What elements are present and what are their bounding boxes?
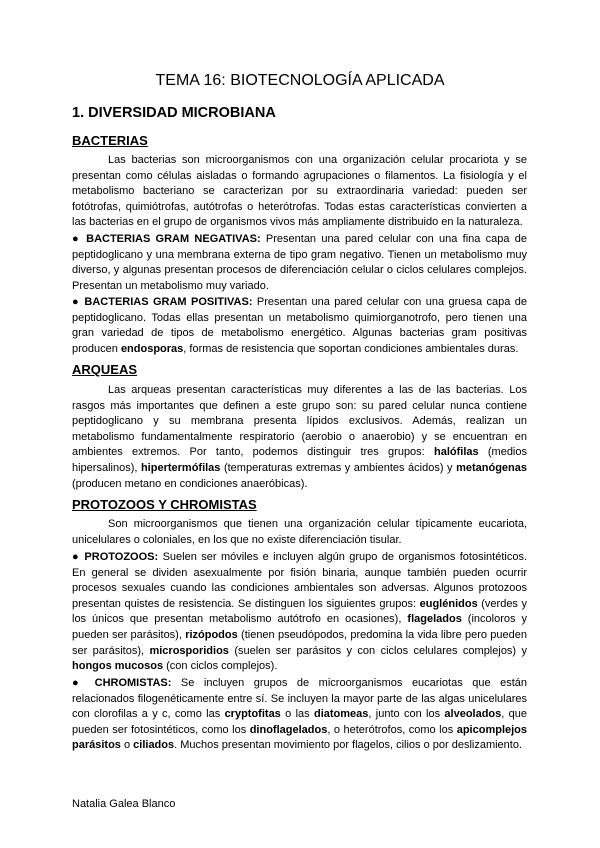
euglenidos-term: euglénidos xyxy=(419,597,478,610)
diatomeas-term: diatomeas xyxy=(313,708,369,721)
arqueas-text: (medios hipersalinos), xyxy=(72,446,527,474)
arqueas-text: (temperaturas extremas y ambientes ácidos) y xyxy=(220,461,457,474)
alveolados-term: alveolados xyxy=(444,708,502,721)
bacterias-intro: Las bacterias son microorganismos con una organización celular procariota y se presentan como células aisladas o formando agrupaciones o filamentos. La fisiología y el metabolismo bacteriano se caracterizan por su extraordinaria variedad: pueden ser fotótrofas, quimiótrofas, autótrofas o heterótrofas. Todas estas características convierten a las bacterias en el grupo de organismos vivos más ampliamente distribuido en la naturaleza. xyxy=(72,154,527,229)
protozoos-text: (tienen pseudópodos, predomina la vida libre pero pueden ser parásitos), xyxy=(72,628,527,657)
protozoos-text: (suelen ser parásitos y con ciclos celulares complejos) y xyxy=(228,644,527,657)
endosporas-term: endosporas xyxy=(120,342,184,355)
gram-positivas-label: ● BACTERIAS GRAM POSITIVAS: xyxy=(72,296,253,308)
chromistas-text: o las xyxy=(280,708,314,721)
chromistas-text: , junto con los xyxy=(368,708,445,721)
rizopodos-term: rizópodos xyxy=(185,628,238,641)
chromistas-label: ● CHROMISTAS: xyxy=(72,677,172,689)
ciliados-term: ciliados xyxy=(133,739,175,752)
footer-author: Natalia Galea Blanco xyxy=(72,798,176,810)
flagelados-term: flagelados xyxy=(407,613,462,626)
page-title: TEMA 16: BIOTECNOLOGÍA APLICADA xyxy=(155,72,445,89)
metanogenas-term: metanógenas xyxy=(456,461,527,474)
gram-positivas-text-end: , formas de resistencia que soportan condiciones ambientales duras. xyxy=(183,342,519,355)
protozoos-text: Suelen ser móviles e incluyen algún grupo de organismos fotosintéticos. En general se dividen asexualmente por fisión binaria, aunque también pueden ocurrir procesos sexuales cuando las condiciones ambientales son adversas. Algunos protozoos presentan quistes de resistencia. Se distinguen los siguientes grupos: xyxy=(72,551,527,610)
dinoflagelados-term: dinoflagelados xyxy=(249,723,328,736)
halofilas-term: halófilas xyxy=(434,446,479,459)
chromistas-text: , o heterótrofos, como los xyxy=(327,723,457,736)
chromistas-paragraph xyxy=(72,676,527,754)
gram-negativas-paragraph xyxy=(72,232,527,294)
protozoos-label: ● PROTOZOOS: xyxy=(72,551,159,563)
cryptofitas-term: cryptofitas xyxy=(224,708,281,721)
subheading-arqueas: ARQUEAS xyxy=(72,362,138,377)
protozoos-paragraph xyxy=(72,550,527,675)
gram-positivas-text: Presentan una pared celular con una gruesa capa de peptidoglicano. Todas ellas presentan un metabolismo quimiorganotrofo, pero tienen una gran variedad de tipos de metabolismo energético. Algunas bacterias gram positivas producen xyxy=(72,296,527,355)
arqueas-text: Las arqueas presentan características muy diferentes a las de las bacterias. Los rasgos más importantes que definen a este grupo son: su pared celular nunca contiene peptidoglicano y su membrana presenta lípidos exclusivos. Además, realizan un metabolismo fundamentalmente respiratorio (aerobio o anaerobio) y se encuentran en ambientes extremos. Por tanto, podemos distinguir tres grupos: xyxy=(72,384,527,459)
subheading-protozoos-chromistas: PROTOZOOS Y CHROMISTAS xyxy=(72,497,257,512)
protozoos-text: (verdes y los únicos que presentan metabolismo autótrofo en ocasiones), xyxy=(72,597,527,626)
chromistas-text: o xyxy=(120,739,134,752)
gram-negativas-text: Presentan una pared celular con una fina capa de peptidoglicano y una membrana externa de tipo gram negativo. Tienen un metabolismo muy diverso, y algunas presentan procesos de diferenciación celular o ciclos celulares complejos. Presentan un metabolismo muy variado. xyxy=(72,233,527,292)
microsporidios-term: microsporidios xyxy=(149,644,229,657)
chromistas-text: , que pueden ser fotosintéticos, como los xyxy=(72,708,527,736)
protozoos-intro: Son microorganismos que tienen una organización celular típicamente eucariota, unicelulares o coloniales, en los que no existe diferenciación tisular. xyxy=(72,518,527,546)
gram-positivas-paragraph xyxy=(72,295,527,357)
protozoos-text: (incoloros y pueden ser parásitos), xyxy=(72,613,527,641)
hipertermofilas-term: hipertermófilas xyxy=(140,461,221,474)
arqueas-text: (producen metano en condiciones anaeróbicas). xyxy=(72,477,308,490)
section-heading-diversidad: 1. DIVERSIDAD MICROBIANA xyxy=(72,105,276,121)
arqueas-paragraph xyxy=(72,383,527,492)
chromistas-text: Se incluyen grupos de microorganismos eucariotas que están relacionados filogenéticamente entre sí. Se incluyen la mayor parte de las algas unicelulares con clorofilas a y c, como las xyxy=(72,677,527,721)
subheading-bacterias: BACTERIAS xyxy=(72,133,148,148)
chromistas-text: . Muchos presentan movimiento por flagelos, cilios o por deslizamiento. xyxy=(174,739,523,752)
gram-negativas-label: ● BACTERIAS GRAM NEGATIVAS: xyxy=(72,233,261,245)
hongos-mucosos-term: hongos mucosos xyxy=(72,660,164,673)
protozoos-text: (con ciclos complejos). xyxy=(163,660,278,673)
apicomplejos-parasitos-term: apicomplejos parásitos xyxy=(72,723,528,752)
